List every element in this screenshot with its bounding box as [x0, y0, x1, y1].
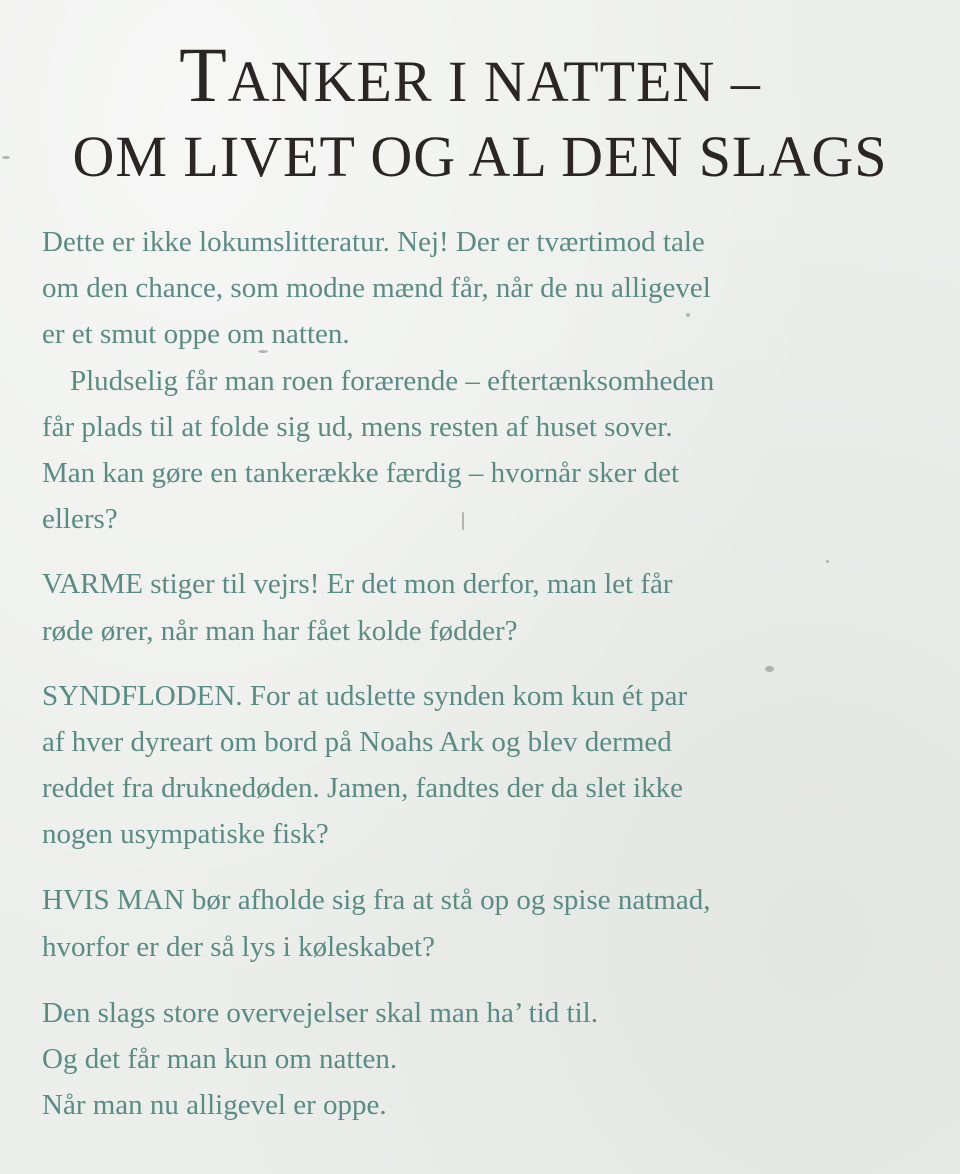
text-line: af hver dyreart om bord på Noahs Ark og blev dermed: [42, 725, 672, 758]
title-initial-letter: T: [179, 31, 228, 118]
text-line: Pludselig får man roen forærende – eftertænksomheden: [70, 364, 715, 397]
text-line: hvorfor er der så lys i køleskabet?: [42, 930, 435, 963]
paragraph-closing: [42, 990, 942, 1129]
paper-speck: [826, 560, 829, 563]
text-line: Når man nu alligevel er oppe.: [42, 1089, 387, 1122]
text-line: nogen usympatiske fisk?: [42, 818, 329, 851]
blurb-text: [42, 219, 942, 1128]
paper-speck: [258, 350, 268, 353]
paper-speck: [2, 156, 10, 159]
title-line-1: [0, 31, 950, 118]
paragraph-varme: [42, 561, 942, 653]
title-line-2: OM LIVET OG AL DEN SLAGS: [72, 124, 888, 189]
paper-speck: [686, 313, 690, 317]
text-line: er et smut oppe om natten.: [42, 318, 350, 351]
paragraph-syndfloden: [42, 673, 942, 858]
paragraph-hvis-man: [42, 877, 942, 969]
text-line: Den slags store overvejelser skal man ha’ tid til.: [42, 996, 598, 1029]
title-line-1-rest: ANKER I NATTEN –: [227, 49, 761, 114]
text-line: VARME stiger til vejrs! Er det mon derfor, man let får: [42, 568, 673, 601]
text-line: får plads til at folde sig ud, mens resten af huset sover.: [42, 410, 673, 443]
text-line: røde ører, når man har fået kolde fødder?: [42, 614, 518, 647]
paper-speck: [462, 512, 464, 530]
text-line: HVIS MAN bør afholde sig fra at stå op og spise natmad,: [42, 884, 711, 917]
paragraph-intro: [42, 219, 942, 358]
text-line: ellers?: [42, 503, 118, 536]
text-line: SYNDFLODEN. For at udslette synden kom kun ét par: [42, 679, 688, 712]
text-line: Og det får man kun om natten.: [42, 1043, 398, 1075]
text-line: reddet fra druknedøden. Jamen, fandtes der da slet ikke: [42, 772, 683, 805]
text-line: Dette er ikke lokumslitteratur. Nej! Der er tværtimod tale: [42, 226, 705, 258]
text-line: Man kan gøre en tankerække færdig – hvornår sker det: [42, 456, 679, 489]
paper-speck: [765, 666, 774, 672]
paragraph-calm: [42, 358, 942, 543]
text-line: om den chance, som modne mænd får, når de nu alligevel: [42, 272, 711, 305]
